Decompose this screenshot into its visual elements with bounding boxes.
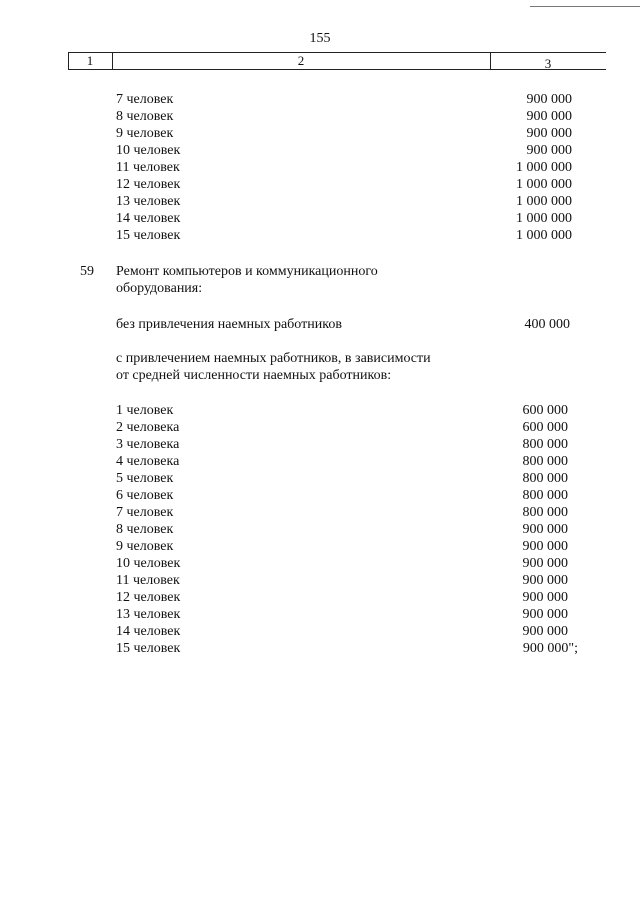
list-item: 2 человека 600 000 bbox=[116, 420, 568, 435]
section-title-line-2: оборудования: bbox=[116, 281, 203, 296]
header-col-2: 2 bbox=[297, 53, 305, 68]
list-item: 10 человек 900 000 bbox=[116, 556, 568, 571]
list-item: 12 человек 900 000 bbox=[116, 590, 568, 605]
with-workers-line-1: с привлечением наемных работников, в зависимости bbox=[116, 351, 431, 366]
list-item: 14 человек 1 000 000 bbox=[116, 211, 572, 226]
header-col-3: 3 bbox=[544, 56, 552, 71]
list-item: 15 человек 1 000 000 bbox=[116, 228, 572, 243]
list-item: 1 человек 600 000 bbox=[116, 403, 568, 418]
list-item: 8 человек 900 000 bbox=[116, 522, 568, 537]
without-workers-row: без привлечения наемных работников 400 000 bbox=[116, 317, 570, 332]
list-item: 12 человек 1 000 000 bbox=[116, 177, 572, 192]
list-item: 6 человек 800 000 bbox=[116, 488, 568, 503]
list-item: 8 человек 900 000 bbox=[116, 109, 572, 124]
list-item: 15 человек 900 000"; bbox=[116, 641, 578, 656]
list-item: 11 человек 1 000 000 bbox=[116, 160, 572, 175]
list-item: 9 человек 900 000 bbox=[116, 126, 572, 141]
section-number: 59 bbox=[80, 264, 94, 279]
list-item: 10 человек 900 000 bbox=[116, 143, 572, 158]
list-item: 4 человека 800 000 bbox=[116, 454, 568, 469]
list-item: 3 человека 800 000 bbox=[116, 437, 568, 452]
list-item: 9 человек 900 000 bbox=[116, 539, 568, 554]
list-item: 7 человек 900 000 bbox=[116, 92, 572, 107]
list-item: 13 человек 1 000 000 bbox=[116, 194, 572, 209]
section-title-line-1: 59 Ремонт компьютеров и коммуникационного bbox=[80, 264, 378, 279]
list-item: 5 человек 800 000 bbox=[116, 471, 568, 486]
page-number: 155 bbox=[309, 31, 331, 46]
list-item: 14 человек 900 000 bbox=[116, 624, 568, 639]
list-item: 11 человек 900 000 bbox=[116, 573, 568, 588]
with-workers-line-2: от средней численности наемных работников: bbox=[116, 368, 392, 383]
list-item: 7 человек 800 000 bbox=[116, 505, 568, 520]
list-item: 13 человек 900 000 bbox=[116, 607, 568, 622]
header-col-1: 1 bbox=[86, 53, 94, 68]
